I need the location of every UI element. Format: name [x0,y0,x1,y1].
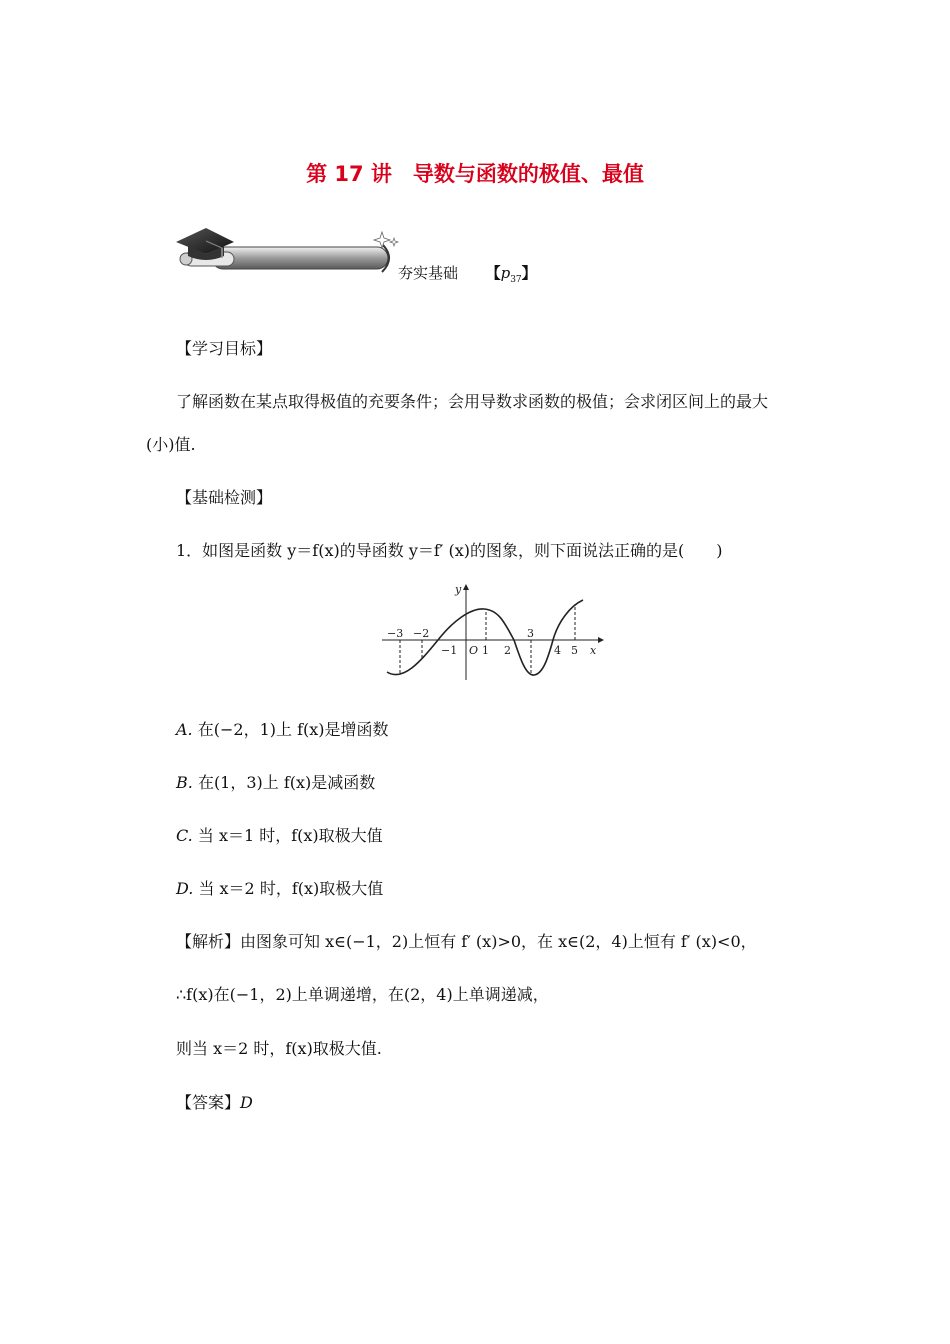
option-d: D. 当 x＝2 时，f(x)取极大值 [176,879,384,898]
y-axis-arrow-icon [463,584,469,590]
analysis-line2: ∴f(x)在(−1，2)上单调递增，在(2，4)上单调递减， [176,985,549,1004]
y-axis-label: y [455,583,462,596]
tick-label: 1 [482,644,489,657]
tick-label: 3 [527,627,534,640]
page-title: 第 17 讲 导数与函数的极值、最值 [306,162,644,186]
option-a: A. 在(−2，1)上 f(x)是增函数 [176,720,389,739]
tick-label: −2 [413,627,430,640]
graduation-cap-icon [172,222,402,282]
basic-test-heading: 【基础检测】 [176,488,273,507]
tick-label: −3 [387,627,404,640]
section-label [398,262,537,285]
question-stem: 1．如图是函数 y＝f(x)的导函数 y＝f′ (x)的图象，则下面说法正确的是( ) [176,541,723,560]
tick-label: 5 [571,644,578,657]
answer-label: 【答案】 [176,1093,241,1112]
analysis-line1: 【解析】由图象可知 x∈(−1，2)上恒有 f′ (x)>0，在 x∈(2，4)上恒有 f′ (x)<0， [176,932,757,951]
derivative-graph [378,582,608,682]
goals-text-line2: (小)值. [146,435,196,454]
page-ref: 【$p_{37}$】 [485,264,537,285]
section-label-text: 夯实基础 [398,264,459,282]
origin-label: O [469,644,479,657]
x-axis-label: x [590,644,597,657]
answer-value: D [240,1093,253,1112]
tick-label: 2 [504,644,511,657]
analysis-line3: 则当 x＝2 时，f(x)取极大值. [176,1039,382,1058]
goals-text-line1: 了解函数在某点取得极值的充要条件；会用导数求函数的极值；会求闭区间上的最大 [176,392,769,411]
goals-heading: 【学习目标】 [176,339,273,358]
option-b: B. 在(1，3)上 f(x)是减函数 [176,773,376,792]
x-axis-arrow-icon [598,637,604,643]
option-c: C. 当 x＝1 时，f(x)取极大值 [176,826,383,845]
tick-label: 4 [554,644,561,657]
tick-label: −1 [441,644,458,657]
answer [176,1090,253,1113]
